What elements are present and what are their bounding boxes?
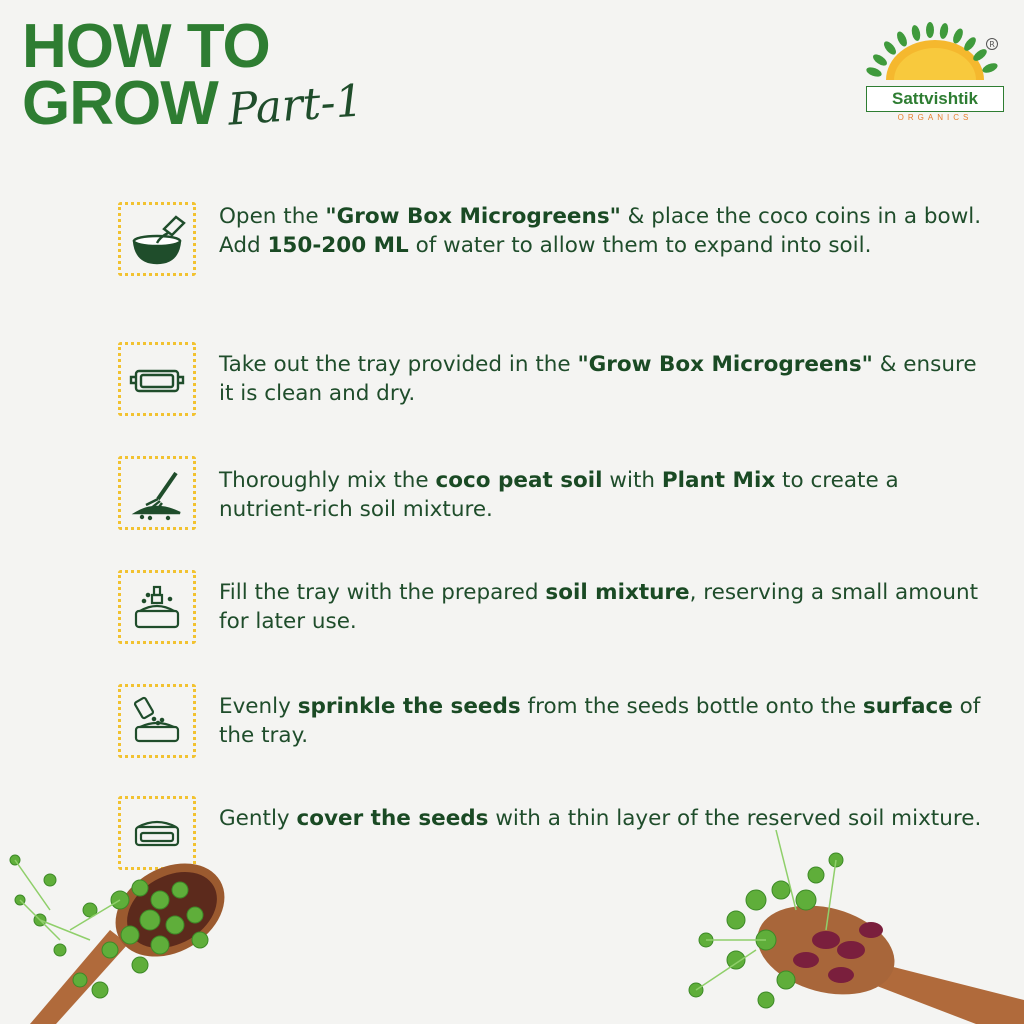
microgreens-spoon-right-image — [676, 830, 1024, 1024]
bowl-water-icon — [128, 211, 186, 267]
step-icon-box — [118, 570, 196, 644]
step-icon-box — [118, 202, 196, 276]
step-text-segment: with — [602, 468, 662, 493]
title-line1: HOW TO — [22, 12, 270, 81]
step-text-bold: surface — [862, 694, 953, 719]
microgreens-spoon-left-image — [0, 840, 240, 1024]
step-text-segment: & ensure it is clean and dry. — [219, 352, 977, 406]
step-text-segment: & place the coco coins in a bowl. Add — [219, 204, 982, 258]
title-part: Part-1 — [226, 75, 365, 136]
seed-bottle-icon — [128, 693, 186, 749]
step-text — [219, 350, 989, 408]
step-text-segment: Gently — [219, 806, 297, 831]
step-text-bold: "Grow Box Microgreens" — [325, 204, 621, 229]
step-text-segment: , reserving a small amount for later use. — [219, 580, 978, 634]
step-text-segment: from the seeds bottle onto the — [520, 694, 863, 719]
step-text-bold: Plant Mix — [661, 468, 776, 493]
step-text-bold: 150-200 ML — [267, 233, 409, 258]
step-text-segment: to create a nutrient-rich soil mixture. — [219, 468, 899, 522]
step-text-segment: of water to allow them to expand into soil. — [408, 233, 872, 258]
step-text-segment: Thoroughly mix the — [219, 468, 436, 493]
brand-logo — [866, 20, 1006, 126]
step-text-segment: with a thin layer of the reserved soil mixture. — [488, 806, 982, 831]
step-text-bold: coco peat soil — [435, 468, 603, 493]
step-text — [219, 466, 989, 524]
step-icon-box — [118, 456, 196, 530]
tray-icon — [128, 351, 186, 407]
step-text — [219, 804, 989, 833]
mixing-fork-icon — [128, 465, 186, 521]
step-icon-box — [118, 684, 196, 758]
step-text — [219, 202, 989, 260]
step-text — [219, 692, 989, 750]
step-text-segment: Take out the tray provided in the — [219, 352, 578, 377]
step-text-segment: of the tray. — [219, 694, 981, 748]
step-icon-box — [118, 342, 196, 416]
title-line2: GROW — [22, 69, 218, 139]
brand-subtitle: ORGANICS — [897, 113, 973, 122]
page-title — [22, 12, 365, 139]
step-text-bold: sprinkle the seeds — [297, 694, 521, 719]
sun-leaves-icon — [866, 20, 1004, 86]
registered-mark: R — [986, 38, 998, 50]
step-text-segment: Evenly — [219, 694, 298, 719]
step-text — [219, 578, 989, 636]
step-text-bold: cover the seeds — [296, 806, 489, 831]
fill-tray-icon — [128, 579, 186, 635]
step-text-bold: soil mixture — [545, 580, 690, 605]
step-text-segment: Open the — [219, 204, 326, 229]
brand-name: Sattvishtik — [866, 86, 1004, 112]
step-text-bold: "Grow Box Microgreens" — [577, 352, 873, 377]
step-text-segment: Fill the tray with the prepared — [219, 580, 546, 605]
